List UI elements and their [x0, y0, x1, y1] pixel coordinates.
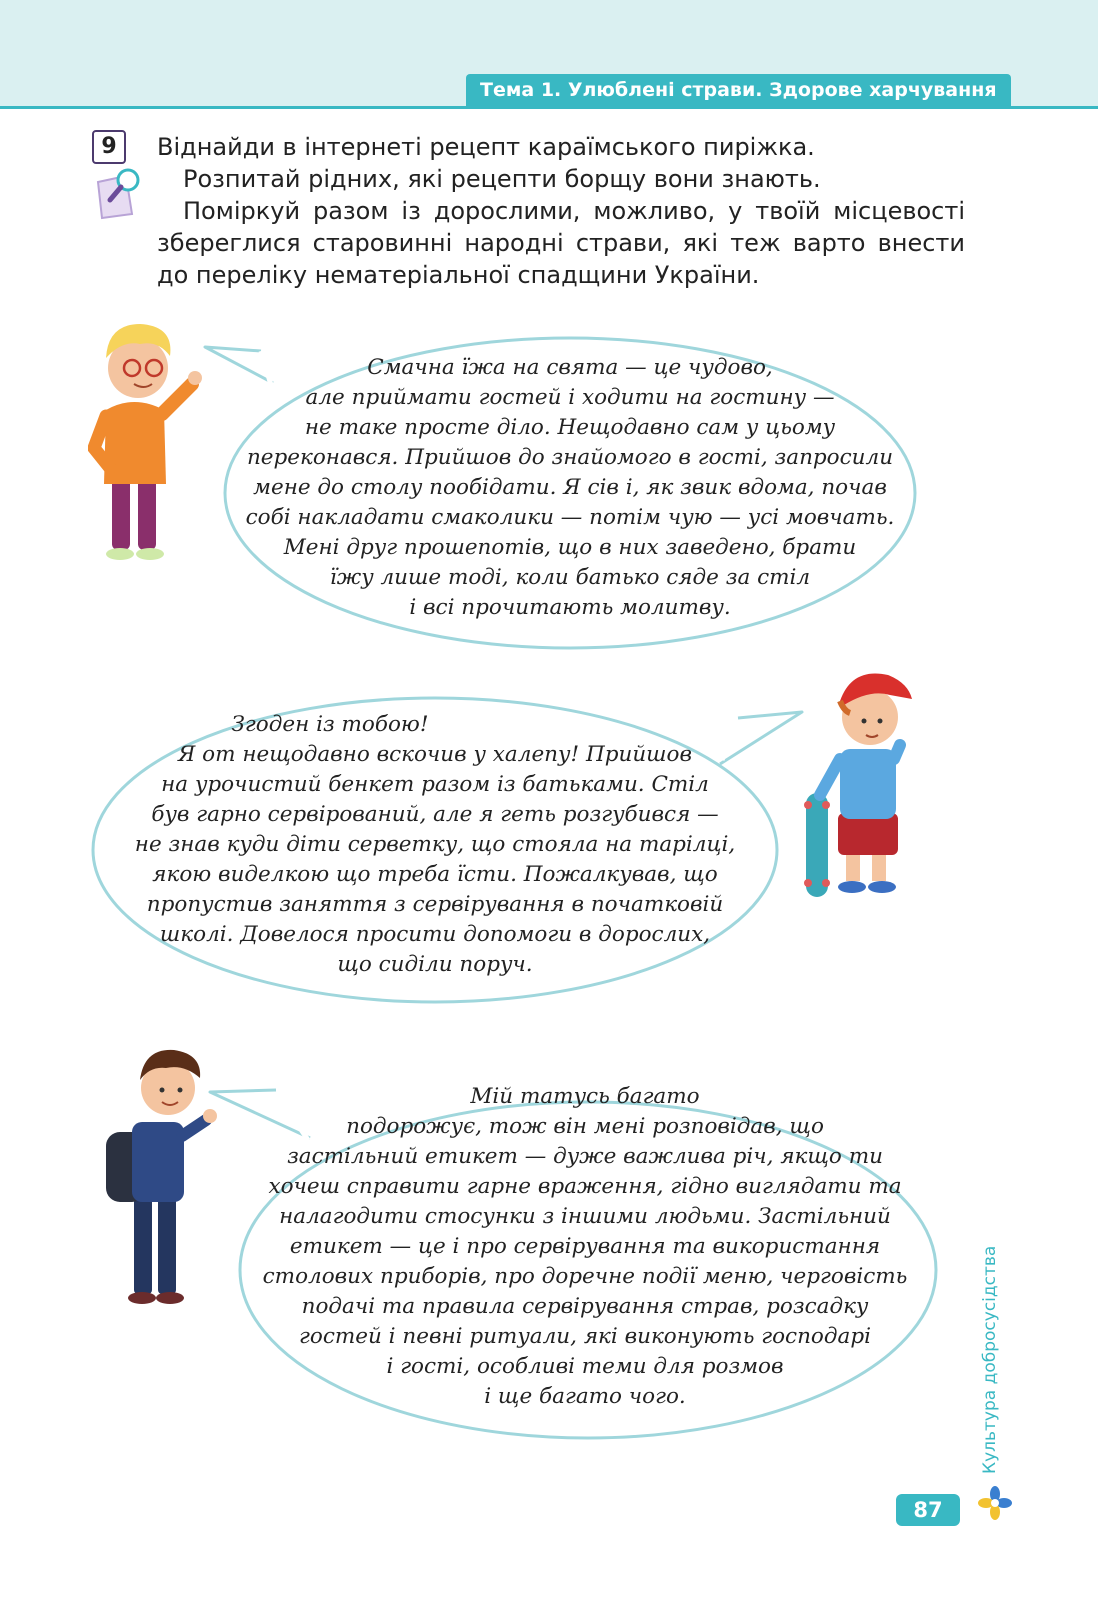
- bubble-1-line: собі накладати смаколики — потім чую — усі мовчать.: [245, 505, 895, 530]
- boy-with-backpack-illustration: [104, 1040, 224, 1315]
- bubble-1-line: Мені друг прошепотів, що в них заведено, брати: [283, 535, 857, 560]
- side-section-label: Культура добросусідства: [980, 1245, 1000, 1474]
- bubble-2-line: що сиділи поруч.: [337, 952, 533, 977]
- topic-tab: Тема 1. Улюблені страви. Здорове харчування: [466, 74, 1011, 106]
- bubble-3-line: налагодити стосунки з іншими людьми. Застільний: [279, 1204, 891, 1229]
- page-number: 87: [896, 1494, 960, 1526]
- bubble-3-line: гостей і певні ритуали, які виконують господарі: [299, 1324, 871, 1349]
- task-text: [157, 131, 965, 291]
- boy-with-glasses-illustration: [88, 318, 218, 568]
- flower-icon: [978, 1486, 1012, 1520]
- bubble-3-line: і гості, особливі теми для розмов: [386, 1354, 784, 1379]
- bubble-2-line: Я от нещодавно вскочив у халепу! Прийшов: [177, 742, 692, 767]
- bubble-2-line: школі. Довелося просити допомоги в дорослих,: [159, 922, 711, 947]
- bubble-text-2: [105, 710, 765, 980]
- bubble-3-line: столових приборів, про доречне події меню, черговість: [262, 1264, 908, 1289]
- bubble-3-line: хочеш справити гарне враження, гідно виглядати та: [268, 1174, 902, 1199]
- bubble-3-line: подачі та правила сервірування страв, розсадку: [301, 1294, 869, 1319]
- bubble-1-line: Смачна їжа на свята — це чудово,: [367, 355, 773, 380]
- bubble-2-line: якою виделкою що треба їсти. Пожалкував, що: [152, 862, 718, 887]
- bubble-3-line: подорожує, тож він мені розповідав, що: [346, 1114, 824, 1139]
- boy-with-skateboard-illustration: [804, 655, 924, 905]
- bubble-2-line: не знав куди діти серветку, що стояла на тарілці,: [134, 832, 736, 857]
- bubble-text-1: [235, 353, 905, 623]
- bubble-1-line: але приймати гостей і ходити на гостину —: [305, 385, 835, 410]
- task-paragraph-2: Розпитай рідних, які рецепти борщу вони знають.: [183, 165, 821, 193]
- task-paragraph-1: Віднайди в інтернеті рецепт караїмського пиріжка.: [157, 133, 815, 161]
- task-paragraph-3: Поміркуй разом із дорослими, можливо, у твоїй місцевості збереглися старовинні народні страви, які теж варто внести до переліку нематеріальної спадщини України.: [157, 197, 965, 289]
- bubble-1-line: переконався. Прийшов до знайомого в гості, запросили: [246, 445, 894, 470]
- bubble-3-line: етикет — це і про сервірування та використання: [289, 1234, 881, 1259]
- task-number: 9: [92, 130, 126, 164]
- bubble-text-3: [250, 1082, 920, 1412]
- bubble-3-line: і ще багато чого.: [484, 1384, 686, 1409]
- bubble-2-line: Згоден із тобою!: [231, 712, 429, 737]
- bubble-2-line: на урочистий бенкет разом із батьками. Стіл: [161, 772, 709, 797]
- bubble-1-line: їжу лише тоді, коли батько сяде за стіл: [329, 565, 811, 590]
- search-magnifier-icon: [92, 164, 150, 220]
- bubble-1-line: мене до столу пообідати. Я сів і, як звик вдома, почав: [253, 475, 887, 500]
- bubble-2-line: пропустив заняття з сервірування в початковій: [146, 892, 724, 917]
- bubble-1-line: не таке просте діло. Нещодавно сам у цьому: [304, 415, 836, 440]
- bubble-3-line: застільний етикет — дуже важлива річ, якщо ти: [287, 1144, 883, 1169]
- bubble-2-line: був гарно сервірований, але я геть розгубився —: [151, 802, 719, 827]
- bubble-3-line: Мій татусь багато: [470, 1084, 700, 1109]
- bubble-1-line: і всі прочитають молитву.: [409, 595, 731, 620]
